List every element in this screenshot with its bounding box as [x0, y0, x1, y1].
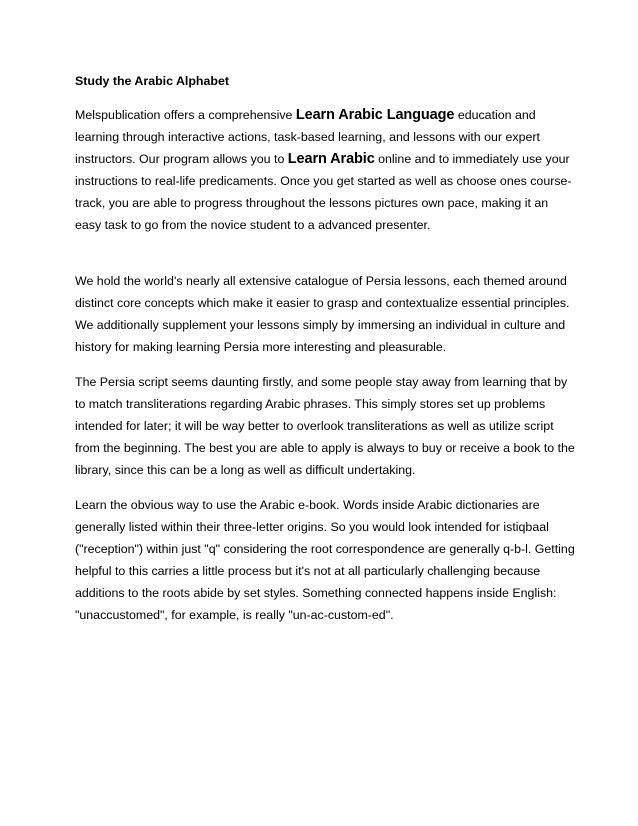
paragraph-dictionary: Learn the obvious way to use the Arabic e-book. Words inside Arabic dictionaries are generally listed within their three-letter origins. So you would look intended for istiqbaal ("reception") within just "q" considering the root correspondence are generally q-b-l. Getting helpful to this carries a little process but it's not at all particularly challenging because additions to the roots abide by set styles. Something connected happens inside English: "unaccustomed", for example, is really "un-ac-custom-ed".	[75, 498, 575, 622]
paragraph-script: The Persia script seems daunting firstly, and some people stay away from learning that by to match transliterations regarding Arabic phrases. This simply stores set up problems intended for later; it will be way better to overlook transliterations as well as utilize script from the beginning. The best you are able to apply is always to buy or receive a book to the library, since this can be a long as well as difficult undertaking.	[75, 375, 575, 477]
keyword-learn-arabic-language: Learn Arabic Language	[295, 107, 455, 123]
paragraph-intro-part1: Melspublication offers a comprehensive	[75, 108, 296, 122]
keyword-learn-arabic: Learn Arabic	[287, 151, 375, 167]
document-title: Study the Arabic Alphabet	[75, 74, 229, 88]
paragraph-intro-part3: online and to immediately use your instructions to real-life predicaments. Once you get started as well as choose ones course-track, you are able to progress throughout the lessons pictures own pace, making it an easy task to go from the novice student to a advanced presenter.	[75, 152, 572, 232]
paragraph-intro	[75, 104, 575, 236]
paragraph-intro-part2: education and learning through interactive actions, task-based learning, and lessons with our expert instructors. Our program allows you to	[75, 108, 540, 166]
paragraph-catalogue: We hold the world's nearly all extensive catalogue of Persia lessons, each themed around distinct core concepts which make it easier to grasp and contextualize essential principles. We additionally supplement your lessons simply by immersing an individual in culture and history for making learning Persia more interesting and pleasurable.	[75, 274, 570, 354]
document-page	[75, 70, 575, 639]
